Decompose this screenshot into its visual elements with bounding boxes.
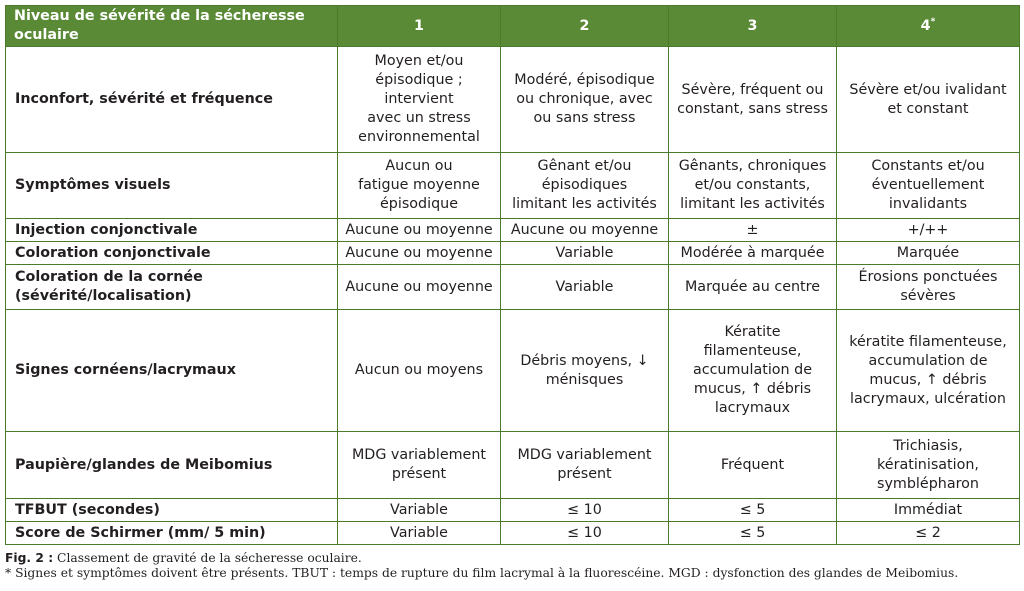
- table-cell-level-3: ≤ 5: [669, 499, 837, 522]
- table-cell-level-3: Kératite filamenteuse, accumulation de mucus, ↑ débris lacrymaux: [669, 310, 837, 432]
- header-level-4-number: 4: [920, 17, 931, 34]
- table-cell-level-2: Variable: [501, 242, 669, 265]
- table-cell-level-2: MDG variablement présent: [501, 432, 669, 499]
- table-cell-level-1: Moyen et/ou épisodique ; intervient avec un stress environnemental: [338, 47, 501, 153]
- table-cell-level-4: Trichiasis, kératinisation, symblépharon: [837, 432, 1020, 499]
- row-label: Coloration de la cornée (sévérité/localisation): [6, 265, 338, 310]
- table-cell-level-3: Fréquent: [669, 432, 837, 499]
- table-cell-level-1: Aucune ou moyenne: [338, 265, 501, 310]
- row-label: Signes cornéens/lacrymaux: [6, 310, 338, 432]
- table-cell-level-2: Aucune ou moyenne: [501, 219, 669, 242]
- table-row: [6, 265, 1020, 310]
- table-row: [6, 310, 1020, 432]
- table-header-row: [6, 6, 1020, 47]
- severity-table: [5, 5, 1020, 545]
- table-cell-level-2: ≤ 10: [501, 499, 669, 522]
- severity-table-container: [5, 5, 1019, 545]
- figure-label: Fig. 2 :: [5, 551, 54, 565]
- table-cell-level-3: Modérée à marquée: [669, 242, 837, 265]
- table-cell-level-4: Immédiat: [837, 499, 1020, 522]
- row-label: TFBUT (secondes): [6, 499, 338, 522]
- table-cell-level-2: Gênant et/ou épisodiques limitant les activités: [501, 153, 669, 219]
- figure-caption: [5, 551, 1019, 581]
- table-cell-level-2: Débris moyens, ↓ ménisques: [501, 310, 669, 432]
- table-cell-level-1: Aucune ou moyenne: [338, 242, 501, 265]
- row-label: Coloration conjonctivale: [6, 242, 338, 265]
- row-label: Paupière/glandes de Meibomius: [6, 432, 338, 499]
- table-cell-level-2: ≤ 10: [501, 522, 669, 545]
- table-cell-level-4: Sévère et/ou ivalidant et constant: [837, 47, 1020, 153]
- table-cell-level-1: Aucune ou moyenne: [338, 219, 501, 242]
- row-label: Symptômes visuels: [6, 153, 338, 219]
- figure-title: Classement de gravité de la sécheresse oculaire.: [53, 551, 362, 565]
- table-cell-level-4: ≤ 2: [837, 522, 1020, 545]
- footnote-mark: *: [5, 566, 12, 580]
- header-level-4-mark: *: [930, 16, 936, 27]
- table-cell-level-1: Variable: [338, 499, 501, 522]
- table-row: [6, 522, 1020, 545]
- table-cell-level-3: ±: [669, 219, 837, 242]
- row-label: Inconfort, sévérité et fréquence: [6, 47, 338, 153]
- table-cell-level-3: ≤ 5: [669, 522, 837, 545]
- table-cell-level-4: kératite filamenteuse, accumulation de mucus, ↑ débris lacrymaux, ulcération: [837, 310, 1020, 432]
- table-row: [6, 242, 1020, 265]
- row-label: Score de Schirmer (mm/ 5 min): [6, 522, 338, 545]
- table-cell-level-3: Marquée au centre: [669, 265, 837, 310]
- table-row: [6, 499, 1020, 522]
- table-cell-level-4: +/++: [837, 219, 1020, 242]
- header-title: Niveau de sévérité de la sécheresse oculaire: [6, 6, 338, 47]
- table-cell-level-2: Variable: [501, 265, 669, 310]
- header-level-4: [837, 6, 1020, 47]
- table-cell-level-1: Variable: [338, 522, 501, 545]
- footnote-text: Signes et symptômes doivent être présents. TBUT : temps de rupture du film lacrymal à la fluorescéine. MGD : dysfonction des glandes de Meibomius.: [11, 566, 959, 580]
- table-row: [6, 219, 1020, 242]
- table-row: [6, 432, 1020, 499]
- header-level-1: 1: [338, 6, 501, 47]
- table-cell-level-1: Aucun ou moyens: [338, 310, 501, 432]
- row-label: Injection conjonctivale: [6, 219, 338, 242]
- table-cell-level-4: Érosions ponctuées sévères: [837, 265, 1020, 310]
- table-cell-level-4: Constants et/ou éventuellement invalidants: [837, 153, 1020, 219]
- table-cell-level-1: Aucun ou fatigue moyenne épisodique: [338, 153, 501, 219]
- header-level-3: 3: [669, 6, 837, 47]
- caption-line: [5, 551, 1019, 566]
- table-row: [6, 153, 1020, 219]
- table-cell-level-4: Marquée: [837, 242, 1020, 265]
- table-cell-level-3: Sévère, fréquent ou constant, sans stress: [669, 47, 837, 153]
- table-cell-level-3: Gênants, chroniques et/ou constants, limitant les activités: [669, 153, 837, 219]
- table-cell-level-2: Modéré, épisodique ou chronique, avec ou sans stress: [501, 47, 669, 153]
- table-cell-level-1: MDG variablement présent: [338, 432, 501, 499]
- header-level-2: 2: [501, 6, 669, 47]
- footnote-line: [5, 566, 1019, 581]
- table-row: [6, 47, 1020, 153]
